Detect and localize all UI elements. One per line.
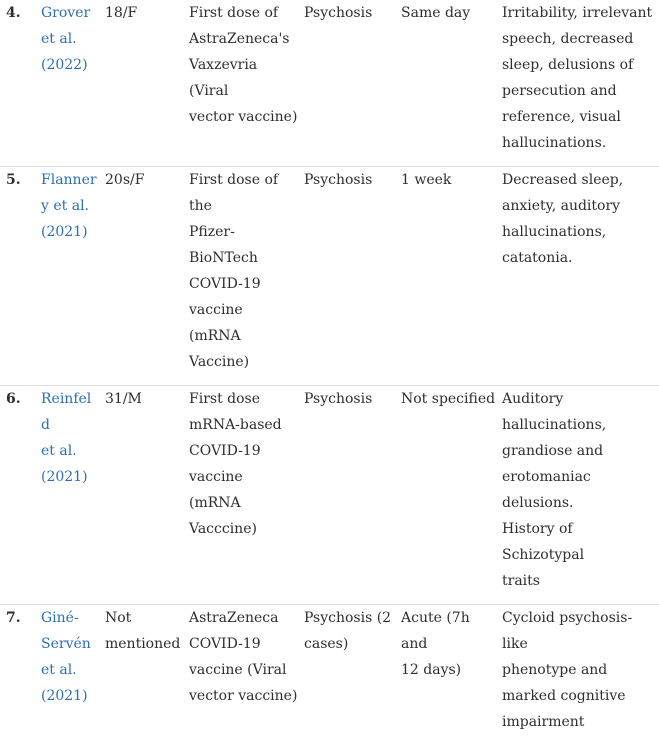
author-cell [38,605,102,745]
diagnosis-cell: Psychosis [301,167,398,386]
reference-link[interactable]: Giné- Servén et al. (2021) [41,605,99,709]
onset-cell: 1 week [398,167,499,386]
reference-link[interactable]: Grover et al. (2022) [41,0,99,78]
row-number: 7. [0,605,38,745]
row-number: 5. [0,167,38,386]
onset-cell: Acute (7h and 12 days) [398,605,499,745]
features-cell: Irritability, irrelevant speech, decreased sleep, delusions of persecution and reference, visual hallucinations. [499,0,659,167]
table-row [0,167,659,386]
author-cell [38,167,102,386]
table-row [0,386,659,605]
row-number: 6. [0,386,38,605]
diagnosis-cell: Psychosis [301,0,398,167]
vaccine-cell: First dose mRNA-based COVID-19 vaccine (mRNA Vacccine) [186,386,301,605]
diagnosis-cell: Psychosis (2 cases) [301,605,398,745]
table-row [0,0,659,167]
onset-cell: Same day [398,0,499,167]
onset-cell: Not specified [398,386,499,605]
vaccine-cell: First dose of AstraZeneca's Vaxzevria (Viral vector vaccine) [186,0,301,167]
reference-link[interactable]: Reinfeld et al. (2021) [41,386,99,490]
age-sex-cell: 31/M [102,386,186,605]
vaccine-cell: AstraZeneca COVID-19 vaccine (Viral vector vaccine) [186,605,301,745]
features-cell: Auditory hallucinations, grandiose and erotomaniac delusions. History of Schizotypal traits [499,386,659,605]
age-sex-cell: Not mentioned [102,605,186,745]
diagnosis-cell: Psychosis [301,386,398,605]
author-cell [38,386,102,605]
vaccine-cell: First dose of the Pfizer-BioNTech COVID-19 vaccine (mRNA Vaccine) [186,167,301,386]
features-cell: Decreased sleep, anxiety, auditory hallucinations, catatonia. [499,167,659,386]
age-sex-cell: 20s/F [102,167,186,386]
table-row [0,605,659,745]
features-cell: Cycloid psychosis-like phenotype and marked cognitive impairment [499,605,659,745]
reference-link[interactable]: Flanner y et al. (2021) [41,167,99,245]
age-sex-cell: 18/F [102,0,186,167]
row-number: 4. [0,0,38,167]
author-cell [38,0,102,167]
